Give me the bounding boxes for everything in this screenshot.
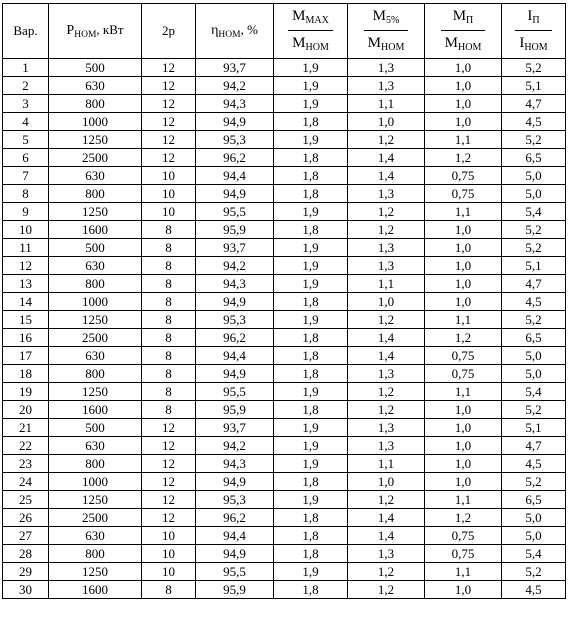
cell-starting-current-ratio: 5,0: [502, 347, 566, 365]
cell-variant: 15: [3, 311, 49, 329]
cell-rated-efficiency: 94,9: [196, 293, 274, 311]
cell-rated-efficiency: 95,3: [196, 491, 274, 509]
cell-pole-count: 12: [142, 509, 196, 527]
cell-rated-power: 2500: [49, 329, 142, 347]
cell-pole-count: 12: [142, 131, 196, 149]
cell-variant: 24: [3, 473, 49, 491]
cell-starting-current-ratio: 6,5: [502, 149, 566, 167]
cell-rated-efficiency: 93,7: [196, 59, 274, 77]
cell-variant: 18: [3, 365, 49, 383]
cell-5pct-torque-ratio: 1,3: [348, 437, 425, 455]
cell-starting-current-ratio: 5,0: [502, 527, 566, 545]
cell-5pct-torque-ratio: 1,0: [348, 293, 425, 311]
cell-rated-power: 630: [49, 257, 142, 275]
cell-5pct-torque-ratio: 1,2: [348, 581, 425, 599]
cell-starting-current-ratio: 4,5: [502, 113, 566, 131]
cell-max-torque-ratio: 1,8: [274, 221, 348, 239]
cell-5pct-torque-ratio: 1,3: [348, 419, 425, 437]
cell-max-torque-ratio: 1,9: [274, 437, 348, 455]
table-row: [3, 473, 566, 491]
cell-starting-current-ratio: 5,4: [502, 383, 566, 401]
table-row: [3, 311, 566, 329]
cell-starting-torque-ratio: 1,0: [425, 455, 502, 473]
cell-rated-power: 630: [49, 77, 142, 95]
cell-variant: 5: [3, 131, 49, 149]
cell-pole-count: 12: [142, 113, 196, 131]
cell-starting-current-ratio: 5,2: [502, 221, 566, 239]
cell-starting-torque-ratio: 1,0: [425, 473, 502, 491]
cell-variant: 30: [3, 581, 49, 599]
header-row: [3, 4, 566, 59]
cell-rated-power: 800: [49, 185, 142, 203]
cell-starting-torque-ratio: 1,0: [425, 293, 502, 311]
cell-starting-torque-ratio: 1,1: [425, 311, 502, 329]
cell-starting-torque-ratio: 1,0: [425, 581, 502, 599]
cell-starting-current-ratio: 4,7: [502, 437, 566, 455]
motor-parameters-table: [2, 3, 566, 599]
cell-rated-efficiency: 94,9: [196, 545, 274, 563]
cell-pole-count: 8: [142, 239, 196, 257]
cell-max-torque-ratio: 1,8: [274, 113, 348, 131]
table-row: [3, 437, 566, 455]
table-row: [3, 401, 566, 419]
cell-rated-efficiency: 94,3: [196, 275, 274, 293]
cell-5pct-torque-ratio: 1,2: [348, 311, 425, 329]
cell-rated-efficiency: 94,4: [196, 527, 274, 545]
cell-pole-count: 12: [142, 95, 196, 113]
table-row: [3, 563, 566, 581]
table-row: [3, 113, 566, 131]
cell-variant: 13: [3, 275, 49, 293]
cell-rated-efficiency: 95,9: [196, 221, 274, 239]
cell-max-torque-ratio: 1,8: [274, 329, 348, 347]
cell-rated-power: 800: [49, 455, 142, 473]
cell-5pct-torque-ratio: 1,3: [348, 77, 425, 95]
cell-starting-torque-ratio: 1,0: [425, 221, 502, 239]
cell-max-torque-ratio: 1,8: [274, 365, 348, 383]
cell-variant: 16: [3, 329, 49, 347]
cell-starting-current-ratio: 5,0: [502, 365, 566, 383]
cell-starting-current-ratio: 6,5: [502, 491, 566, 509]
cell-rated-power: 1250: [49, 311, 142, 329]
ratio-denominator: $M_{НОМ}$: [292, 35, 329, 53]
cell-rated-efficiency: 96,2: [196, 329, 274, 347]
cell-rated-power: 500: [49, 59, 142, 77]
cell-variant: 26: [3, 509, 49, 527]
cell-max-torque-ratio: 1,8: [274, 401, 348, 419]
cell-pole-count: 8: [142, 347, 196, 365]
cell-starting-torque-ratio: 1,0: [425, 95, 502, 113]
cell-variant: 11: [3, 239, 49, 257]
cell-5pct-torque-ratio: 1,2: [348, 131, 425, 149]
cell-variant: 20: [3, 401, 49, 419]
cell-pole-count: 10: [142, 167, 196, 185]
cell-pole-count: 8: [142, 383, 196, 401]
cell-rated-efficiency: 94,3: [196, 95, 274, 113]
cell-5pct-torque-ratio: 1,1: [348, 455, 425, 473]
cell-starting-current-ratio: 5,2: [502, 563, 566, 581]
cell-variant: 27: [3, 527, 49, 545]
cell-variant: 29: [3, 563, 49, 581]
cell-5pct-torque-ratio: 1,4: [348, 527, 425, 545]
cell-variant: 3: [3, 95, 49, 113]
cell-variant: 1: [3, 59, 49, 77]
cell-starting-current-ratio: 5,0: [502, 509, 566, 527]
cell-variant: 12: [3, 257, 49, 275]
ratio-numerator: $M_{5\%}$: [364, 9, 409, 31]
cell-pole-count: 10: [142, 563, 196, 581]
cell-rated-power: 800: [49, 545, 142, 563]
cell-pole-count: 8: [142, 365, 196, 383]
cell-5pct-torque-ratio: 1,4: [348, 149, 425, 167]
cell-rated-power: 2500: [49, 509, 142, 527]
cell-rated-efficiency: 94,2: [196, 77, 274, 95]
cell-5pct-torque-ratio: 1,4: [348, 167, 425, 185]
cell-rated-efficiency: 96,2: [196, 149, 274, 167]
ratio-denominator: $M_{НОМ}$: [444, 35, 482, 53]
cell-starting-current-ratio: 4,5: [502, 455, 566, 473]
table-row: [3, 347, 566, 365]
ratio-numerator: $I_П$: [515, 9, 551, 31]
cell-5pct-torque-ratio: 1,3: [348, 365, 425, 383]
cell-5pct-torque-ratio: 1,3: [348, 185, 425, 203]
cell-pole-count: 8: [142, 329, 196, 347]
table-row: [3, 329, 566, 347]
cell-rated-power: 630: [49, 167, 142, 185]
table-row: [3, 419, 566, 437]
header-5pct-torque-ratio: [348, 4, 425, 59]
cell-pole-count: 12: [142, 473, 196, 491]
cell-max-torque-ratio: 1,9: [274, 275, 348, 293]
table-row: [3, 167, 566, 185]
cell-variant: 14: [3, 293, 49, 311]
cell-pole-count: 8: [142, 221, 196, 239]
cell-max-torque-ratio: 1,9: [274, 77, 348, 95]
cell-starting-torque-ratio: 1,0: [425, 401, 502, 419]
cell-rated-power: 1000: [49, 473, 142, 491]
cell-5pct-torque-ratio: 1,2: [348, 491, 425, 509]
cell-rated-efficiency: 94,4: [196, 347, 274, 365]
ratio-numerator: $M_{MAX}$: [288, 9, 333, 31]
cell-max-torque-ratio: 1,8: [274, 545, 348, 563]
cell-starting-torque-ratio: 0,75: [425, 167, 502, 185]
cell-max-torque-ratio: 1,9: [274, 311, 348, 329]
header-rated-power: $P_{НОМ}$, кВт: [49, 4, 142, 59]
cell-max-torque-ratio: 1,8: [274, 347, 348, 365]
cell-variant: 23: [3, 455, 49, 473]
cell-5pct-torque-ratio: 1,4: [348, 509, 425, 527]
cell-max-torque-ratio: 1,9: [274, 491, 348, 509]
cell-variant: 17: [3, 347, 49, 365]
cell-max-torque-ratio: 1,9: [274, 131, 348, 149]
cell-rated-power: 2500: [49, 149, 142, 167]
cell-max-torque-ratio: 1,9: [274, 95, 348, 113]
header-starting-torque-ratio: [425, 4, 502, 59]
table-row: [3, 257, 566, 275]
cell-max-torque-ratio: 1,9: [274, 257, 348, 275]
cell-rated-power: 630: [49, 347, 142, 365]
cell-variant: 25: [3, 491, 49, 509]
cell-variant: 19: [3, 383, 49, 401]
cell-rated-efficiency: 94,2: [196, 437, 274, 455]
cell-variant: 9: [3, 203, 49, 221]
cell-starting-torque-ratio: 0,75: [425, 185, 502, 203]
cell-pole-count: 8: [142, 257, 196, 275]
table-row: [3, 95, 566, 113]
table-row: [3, 221, 566, 239]
cell-starting-torque-ratio: 1,0: [425, 257, 502, 275]
cell-rated-power: 800: [49, 95, 142, 113]
cell-rated-power: 1250: [49, 563, 142, 581]
cell-rated-efficiency: 94,2: [196, 257, 274, 275]
cell-5pct-torque-ratio: 1,2: [348, 203, 425, 221]
cell-5pct-torque-ratio: 1,0: [348, 473, 425, 491]
cell-starting-torque-ratio: 1,0: [425, 113, 502, 131]
cell-rated-efficiency: 96,2: [196, 509, 274, 527]
table-row: [3, 527, 566, 545]
cell-pole-count: 8: [142, 311, 196, 329]
cell-starting-torque-ratio: 1,1: [425, 491, 502, 509]
cell-starting-torque-ratio: 1,0: [425, 275, 502, 293]
cell-variant: 7: [3, 167, 49, 185]
cell-starting-current-ratio: 5,2: [502, 401, 566, 419]
cell-variant: 6: [3, 149, 49, 167]
cell-rated-efficiency: 94,9: [196, 473, 274, 491]
table-row: [3, 455, 566, 473]
table-row: [3, 383, 566, 401]
cell-5pct-torque-ratio: 1,1: [348, 95, 425, 113]
cell-starting-torque-ratio: 0,75: [425, 347, 502, 365]
cell-rated-power: 500: [49, 239, 142, 257]
cell-starting-torque-ratio: 1,0: [425, 239, 502, 257]
cell-5pct-torque-ratio: 1,3: [348, 257, 425, 275]
cell-max-torque-ratio: 1,8: [274, 509, 348, 527]
cell-starting-torque-ratio: 1,1: [425, 131, 502, 149]
table-row: [3, 185, 566, 203]
cell-rated-power: 1600: [49, 401, 142, 419]
cell-starting-current-ratio: 6,5: [502, 329, 566, 347]
cell-rated-efficiency: 95,5: [196, 203, 274, 221]
cell-variant: 8: [3, 185, 49, 203]
table-row: [3, 59, 566, 77]
cell-max-torque-ratio: 1,9: [274, 59, 348, 77]
cell-starting-current-ratio: 5,4: [502, 545, 566, 563]
cell-starting-current-ratio: 5,1: [502, 419, 566, 437]
cell-pole-count: 12: [142, 455, 196, 473]
cell-starting-current-ratio: 5,0: [502, 167, 566, 185]
cell-rated-efficiency: 95,9: [196, 401, 274, 419]
header-variant: Вар.: [3, 4, 49, 59]
cell-rated-efficiency: 94,9: [196, 113, 274, 131]
cell-pole-count: 12: [142, 59, 196, 77]
cell-rated-power: 500: [49, 419, 142, 437]
cell-rated-power: 800: [49, 365, 142, 383]
cell-pole-count: 8: [142, 275, 196, 293]
cell-5pct-torque-ratio: 1,1: [348, 275, 425, 293]
table-row: [3, 131, 566, 149]
table-row: [3, 77, 566, 95]
ratio-denominator: $M_{НОМ}$: [367, 35, 405, 53]
cell-5pct-torque-ratio: 1,2: [348, 383, 425, 401]
cell-rated-efficiency: 94,9: [196, 365, 274, 383]
cell-pole-count: 12: [142, 437, 196, 455]
cell-5pct-torque-ratio: 1,2: [348, 401, 425, 419]
cell-starting-torque-ratio: 1,0: [425, 437, 502, 455]
cell-max-torque-ratio: 1,9: [274, 455, 348, 473]
cell-max-torque-ratio: 1,9: [274, 563, 348, 581]
cell-starting-torque-ratio: 0,75: [425, 527, 502, 545]
cell-starting-current-ratio: 4,5: [502, 581, 566, 599]
header-pole-count: 2p: [142, 4, 196, 59]
table-row: [3, 275, 566, 293]
cell-pole-count: 10: [142, 185, 196, 203]
cell-max-torque-ratio: 1,8: [274, 149, 348, 167]
cell-starting-torque-ratio: 0,75: [425, 365, 502, 383]
cell-starting-torque-ratio: 1,0: [425, 419, 502, 437]
cell-rated-efficiency: 94,4: [196, 167, 274, 185]
cell-pole-count: 8: [142, 293, 196, 311]
cell-rated-power: 1600: [49, 221, 142, 239]
cell-rated-efficiency: 94,3: [196, 455, 274, 473]
cell-variant: 22: [3, 437, 49, 455]
header-starting-current-ratio: [502, 4, 566, 59]
cell-starting-torque-ratio: 1,0: [425, 59, 502, 77]
cell-rated-efficiency: 95,5: [196, 563, 274, 581]
table-header: [3, 4, 566, 59]
cell-rated-efficiency: 95,3: [196, 311, 274, 329]
cell-variant: 2: [3, 77, 49, 95]
cell-pole-count: 12: [142, 149, 196, 167]
cell-rated-power: 630: [49, 437, 142, 455]
cell-starting-torque-ratio: 1,2: [425, 149, 502, 167]
table-row: [3, 365, 566, 383]
cell-max-torque-ratio: 1,8: [274, 185, 348, 203]
cell-rated-power: 1250: [49, 383, 142, 401]
cell-rated-power: 1000: [49, 113, 142, 131]
table-row: [3, 581, 566, 599]
cell-starting-current-ratio: 5,1: [502, 77, 566, 95]
cell-rated-efficiency: 95,3: [196, 131, 274, 149]
cell-max-torque-ratio: 1,8: [274, 167, 348, 185]
cell-rated-power: 1000: [49, 293, 142, 311]
cell-pole-count: 10: [142, 527, 196, 545]
cell-max-torque-ratio: 1,8: [274, 581, 348, 599]
cell-5pct-torque-ratio: 1,0: [348, 113, 425, 131]
cell-starting-current-ratio: 4,7: [502, 95, 566, 113]
cell-pole-count: 8: [142, 401, 196, 419]
table-row: [3, 509, 566, 527]
cell-rated-efficiency: 94,9: [196, 185, 274, 203]
cell-starting-torque-ratio: 1,1: [425, 563, 502, 581]
cell-pole-count: 12: [142, 77, 196, 95]
ratio-denominator: $I_{НОМ}$: [519, 35, 548, 53]
table-row: [3, 545, 566, 563]
cell-5pct-torque-ratio: 1,3: [348, 59, 425, 77]
cell-max-torque-ratio: 1,9: [274, 383, 348, 401]
cell-rated-efficiency: 95,9: [196, 581, 274, 599]
cell-pole-count: 12: [142, 419, 196, 437]
ratio-numerator: $M_П$: [441, 9, 486, 31]
table-row: [3, 149, 566, 167]
cell-starting-current-ratio: 5,2: [502, 239, 566, 257]
cell-pole-count: 10: [142, 545, 196, 563]
cell-rated-power: 1250: [49, 203, 142, 221]
cell-starting-current-ratio: 5,2: [502, 473, 566, 491]
cell-max-torque-ratio: 1,9: [274, 239, 348, 257]
cell-starting-torque-ratio: 0,75: [425, 545, 502, 563]
cell-rated-power: 800: [49, 275, 142, 293]
header-max-torque-ratio: [274, 4, 348, 59]
cell-max-torque-ratio: 1,9: [274, 203, 348, 221]
cell-max-torque-ratio: 1,8: [274, 473, 348, 491]
cell-pole-count: 12: [142, 491, 196, 509]
header-rated-efficiency: $\eta_{НОМ}$, %: [196, 4, 274, 59]
cell-pole-count: 8: [142, 581, 196, 599]
cell-max-torque-ratio: 1,8: [274, 527, 348, 545]
table-row: [3, 293, 566, 311]
cell-variant: 21: [3, 419, 49, 437]
cell-starting-current-ratio: 5,0: [502, 185, 566, 203]
cell-starting-current-ratio: 5,1: [502, 257, 566, 275]
cell-5pct-torque-ratio: 1,4: [348, 329, 425, 347]
table-row: [3, 491, 566, 509]
cell-starting-current-ratio: 5,4: [502, 203, 566, 221]
cell-starting-current-ratio: 4,5: [502, 293, 566, 311]
cell-5pct-torque-ratio: 1,2: [348, 221, 425, 239]
cell-rated-power: 1600: [49, 581, 142, 599]
cell-max-torque-ratio: 1,9: [274, 419, 348, 437]
cell-starting-torque-ratio: 1,1: [425, 383, 502, 401]
cell-rated-power: 1250: [49, 131, 142, 149]
cell-starting-torque-ratio: 1,1: [425, 203, 502, 221]
table-row: [3, 239, 566, 257]
cell-variant: 10: [3, 221, 49, 239]
cell-variant: 28: [3, 545, 49, 563]
cell-rated-efficiency: 93,7: [196, 419, 274, 437]
table-body: [3, 59, 566, 599]
cell-starting-torque-ratio: 1,2: [425, 509, 502, 527]
cell-5pct-torque-ratio: 1,3: [348, 545, 425, 563]
cell-rated-efficiency: 93,7: [196, 239, 274, 257]
cell-rated-efficiency: 95,5: [196, 383, 274, 401]
cell-starting-current-ratio: 5,2: [502, 131, 566, 149]
cell-rated-power: 630: [49, 527, 142, 545]
cell-5pct-torque-ratio: 1,2: [348, 563, 425, 581]
cell-rated-power: 1250: [49, 491, 142, 509]
cell-starting-current-ratio: 4,7: [502, 275, 566, 293]
cell-starting-torque-ratio: 1,2: [425, 329, 502, 347]
cell-pole-count: 10: [142, 203, 196, 221]
cell-starting-current-ratio: 5,2: [502, 311, 566, 329]
cell-starting-torque-ratio: 1,0: [425, 77, 502, 95]
cell-variant: 4: [3, 113, 49, 131]
table-row: [3, 203, 566, 221]
cell-max-torque-ratio: 1,8: [274, 293, 348, 311]
cell-5pct-torque-ratio: 1,4: [348, 347, 425, 365]
cell-5pct-torque-ratio: 1,3: [348, 239, 425, 257]
cell-starting-current-ratio: 5,2: [502, 59, 566, 77]
